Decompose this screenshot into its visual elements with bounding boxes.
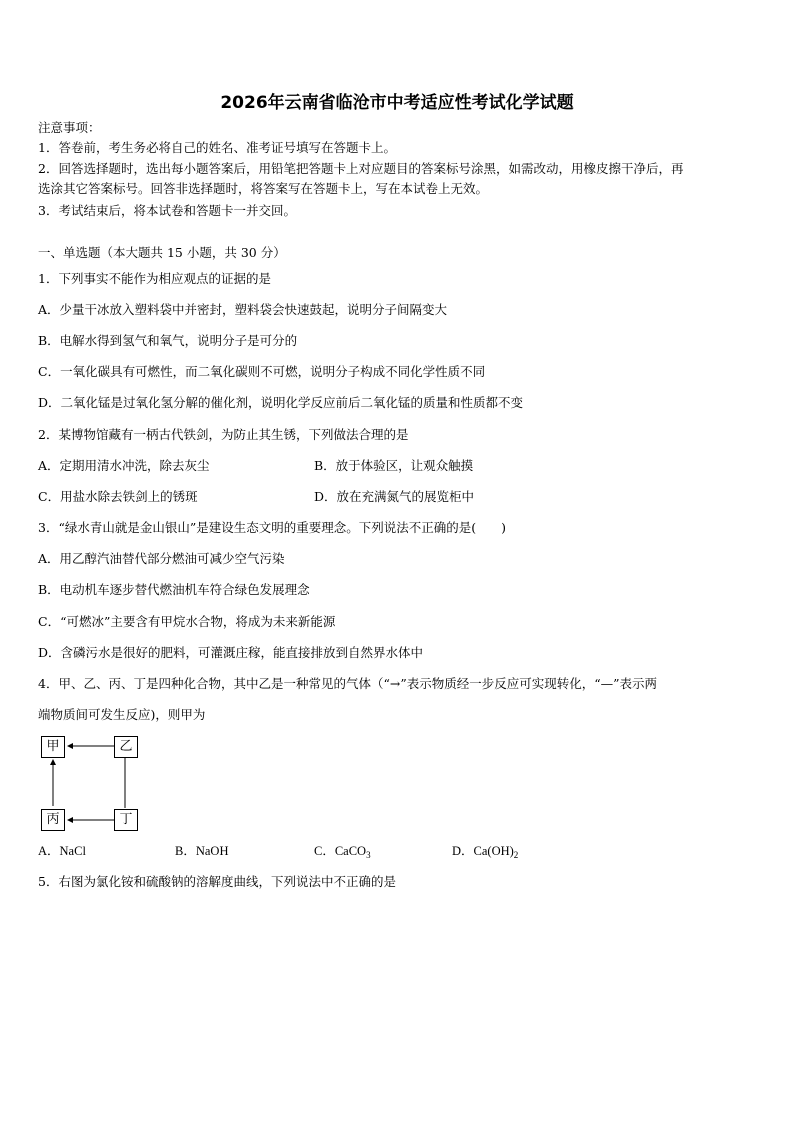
section-heading: 一、单选题（本大题共 15 小题，共 30 分） — [38, 245, 286, 260]
notice-heading: 注意事项： — [38, 120, 101, 135]
q4-option-b: B．NaOH — [175, 844, 229, 858]
q1-stem: 1．下列事实不能作为相应观点的证据的是 — [38, 271, 271, 286]
diagram-box-ding: 丁 — [114, 809, 138, 831]
q4-stem-line2: 端物质间可发生反应)，则甲为 — [38, 707, 206, 722]
notice-item-3: 3．考试结束后，将本试卷和答题卡一并交回。 — [38, 203, 296, 218]
q2-option-b: B．放于体验区，让观众触摸 — [314, 458, 474, 473]
q2-option-a: A．定期用清水冲洗，除去灰尘 — [38, 458, 210, 473]
q5-stem: 5．右图为氯化铵和硫酸钠的溶解度曲线，下列说法中不正确的是 — [38, 874, 396, 889]
diagram-box-bing: 丙 — [41, 809, 65, 831]
diagram-box-yi: 乙 — [114, 736, 138, 758]
notice-item-2-cont: 选涂其它答案标号。回答非选择题时，将答案写在答题卡上，写在本试卷上无效。 — [38, 181, 489, 196]
q4-stem-line1: 4．甲、乙、丙、丁是四种化合物，其中乙是一种常见的气体（“→”表示物质经一步反应可实现转化，“—”表示两 — [38, 676, 657, 691]
q3-stem: 3．“绿水青山就是金山银山”是建设生态文明的重要理念。下列说法不正确的是( ) — [38, 520, 506, 535]
q3-option-d: D．含磷污水是很好的肥料，可灌溉庄稼，能直接排放到自然界水体中 — [38, 645, 424, 660]
q3-option-a: A．用乙醇汽油替代部分燃油可减少空气污染 — [38, 551, 285, 566]
notice-item-1: 1．答卷前，考生务必将自己的姓名、准考证号填写在答题卡上。 — [38, 140, 396, 155]
q3-option-c: C．“可燃冰”主要含有甲烷水合物，将成为未来新能源 — [38, 614, 336, 629]
notice-item-2: 2．回答选择题时，选出每小题答案后，用铅笔把答题卡上对应题目的答案标号涂黑，如需改动，用橡皮擦干净后，再 — [38, 161, 684, 176]
q3-option-b: B．电动机车逐步替代燃油机车符合绿色发展理念 — [38, 582, 310, 597]
q2-option-d: D．放在充满氮气的展览柜中 — [314, 489, 475, 504]
q1-option-d: D．二氧化锰是过氧化氢分解的催化剂，说明化学反应前后二氧化锰的质量和性质都不变 — [38, 395, 524, 410]
page-title: 2026年云南省临沧市中考适应性考试化学试题 — [220, 93, 574, 113]
q2-option-c: C．用盐水除去铁剑上的锈斑 — [38, 489, 198, 504]
q2-stem: 2．某博物馆藏有一柄古代铁剑，为防止其生锈，下列做法合理的是 — [38, 427, 409, 442]
diagram-box-jia: 甲 — [41, 736, 65, 758]
q1-option-b: B．电解水得到氢气和氧气，说明分子是可分的 — [38, 333, 298, 348]
q1-option-a: A．少量干冰放入塑料袋中并密封，塑料袋会快速鼓起，说明分子间隔变大 — [38, 302, 448, 317]
q4-option-a: A．NaCl — [38, 844, 86, 858]
q4-option-d: D．$Ca(OH)_2$ — [452, 844, 519, 860]
q4-option-c: C．CaCO$_3$ — [314, 844, 371, 860]
q1-option-c: C．一氧化碳具有可燃性，而二氧化碳则不可燃，说明分子构成不同化学性质不同 — [38, 364, 486, 379]
